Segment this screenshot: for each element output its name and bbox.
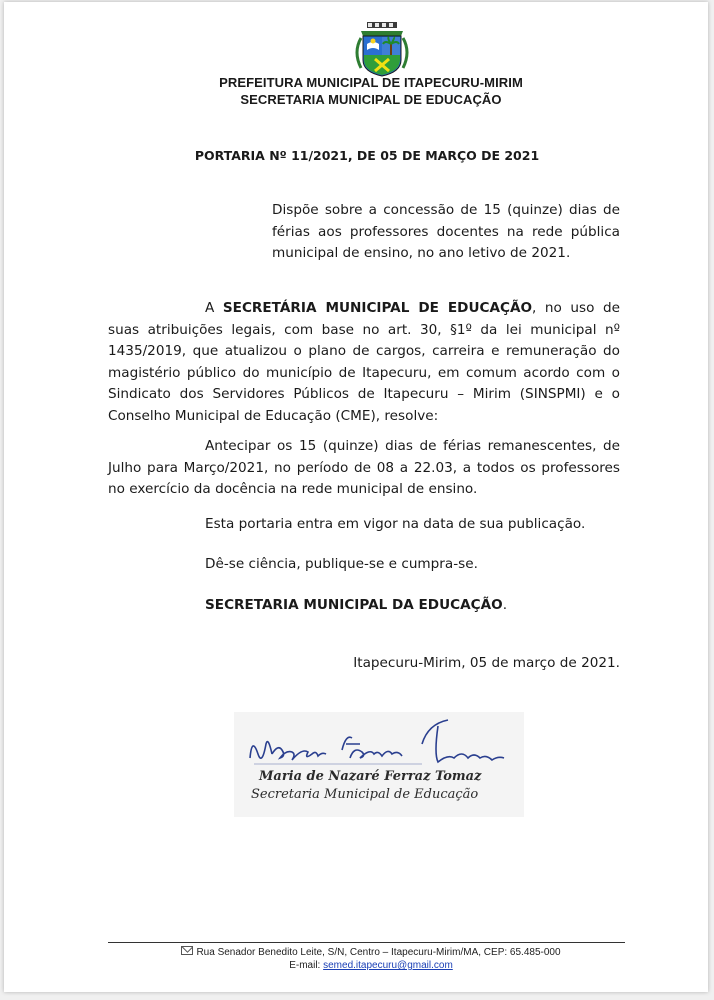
footer-divider (108, 942, 625, 943)
secretaria-closing-name: SECRETARIA MUNICIPAL DA EDUCAÇÃO (205, 597, 503, 613)
header-prefeitura: PREFEITURA MUNICIPAL DE ITAPECURU-MIRIM (219, 75, 523, 90)
envelope-icon (181, 946, 193, 955)
header-secretaria: SECRETARIA MUNICIPAL DE EDUCAÇÃO (240, 92, 502, 107)
secretaria-closing (205, 595, 507, 616)
secretaria-closing-period: . (502, 597, 508, 613)
ementa-paragraph: Dispõe sobre a concessão de 15 (quinze) dias de férias aos professores docentes na rede pública municipal de ensino, no ano letivo de 2021. (272, 202, 620, 261)
preamble-paragraph (108, 298, 620, 427)
ciencia-paragraph: Dê-se ciência, publique-se e cumpra-se. (205, 556, 478, 572)
document-page (4, 2, 708, 992)
resolution-paragraph: Antecipar os 15 (quinze) dias de férias remanescentes, de Julho para Março/2021, no período de 08 a 22.03, a todos os professores no exercício da docência na rede municipal de ensino. (108, 438, 620, 497)
date-line: Itapecuru-Mirim, 05 de março de 2021. (353, 655, 620, 671)
footer-address-text: Rua Senador Benedito Leite, S/N, Centro – Itapecuru-Mirim/MA, CEP: 65.485-000 (196, 947, 561, 958)
coat-of-arms-icon (347, 22, 417, 78)
signatory-role: Secretaria Municipal de Educação (251, 787, 479, 802)
preamble-text: , no uso de suas atribuições legais, com base no art. 30, §1º da lei municipal nº 1435/2019, que atualizou o plano de cargos, carreira e remuneração do magistério público do município de Itapecuru, em comum acordo com o Sindicato dos Servidores Públicos de Itapecuru – Mirim (SINSPMI) e o Conselho Municipal de Educação (CME), resolve: (108, 300, 620, 424)
portaria-title: PORTARIA Nº 11/2021, DE 05 DE MARÇO DE 2021 (194, 148, 540, 163)
signatory-name: Maria de Nazaré Ferraz Tomaz (259, 769, 482, 784)
vigor-paragraph: Esta portaria entra em vigor na data de sua publicação. (205, 516, 586, 532)
footer-email (4, 960, 708, 971)
footer-address (4, 946, 708, 958)
footer-email-label: E-mail: (289, 960, 321, 971)
secretaria-bold: SECRETÁRIA MUNICIPAL DE EDUCAÇÃO (222, 300, 533, 316)
email-link[interactable]: semed.itapecuru@gmail.com (323, 960, 453, 971)
preamble-prefix: A (205, 300, 223, 316)
